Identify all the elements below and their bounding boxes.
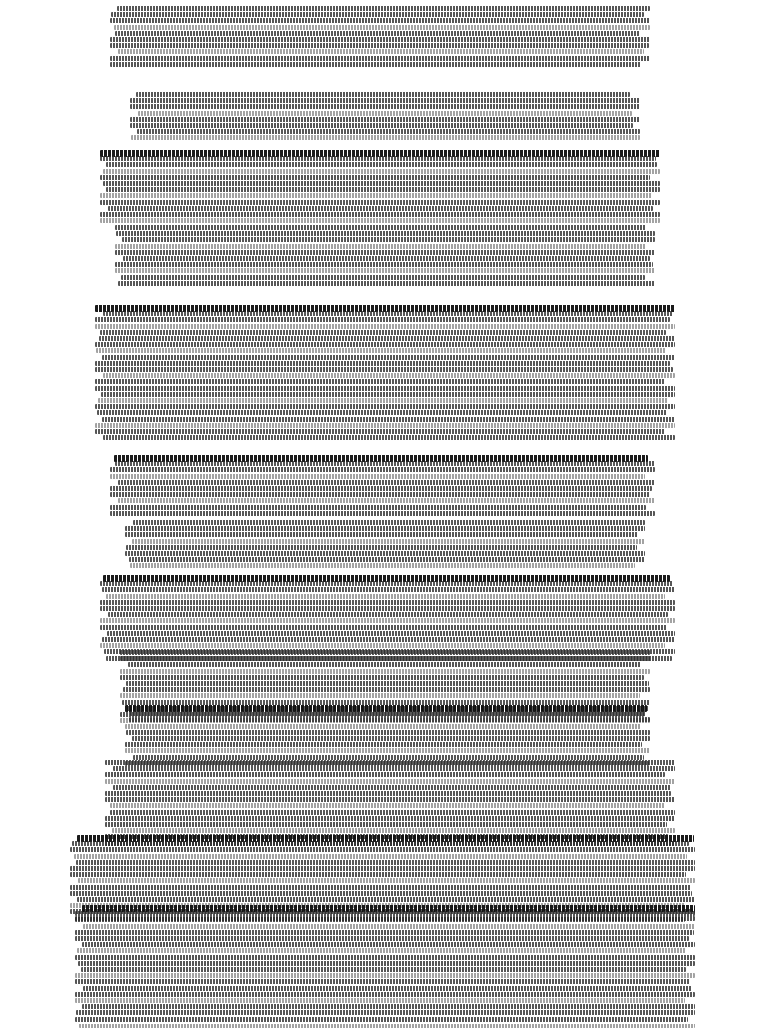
body-text-line xyxy=(110,505,646,510)
body-text-line xyxy=(115,31,640,36)
body-text-line xyxy=(110,492,650,497)
body-text-line xyxy=(110,810,675,815)
body-text-line xyxy=(115,262,653,267)
body-text-line xyxy=(75,979,690,984)
body-text-line xyxy=(75,1017,688,1022)
body-text-line xyxy=(100,643,665,648)
body-text-line xyxy=(95,429,665,434)
body-text-line xyxy=(77,897,695,902)
body-text-line xyxy=(108,612,668,617)
body-text-line xyxy=(100,193,652,198)
body-text-line xyxy=(118,498,655,503)
body-text-line xyxy=(126,545,637,550)
body-text-line xyxy=(125,742,642,747)
body-text-line xyxy=(115,268,655,273)
body-text-line xyxy=(132,539,645,544)
body-text-line xyxy=(75,955,695,960)
body-text-line xyxy=(103,435,675,440)
body-text-line xyxy=(95,423,675,428)
body-text-line xyxy=(120,693,640,698)
body-text-line xyxy=(70,866,695,871)
body-text-line xyxy=(130,117,640,122)
body-text-line xyxy=(100,625,667,630)
body-text-line xyxy=(101,392,675,397)
body-text-line xyxy=(110,62,641,67)
body-text-line xyxy=(95,342,675,347)
page-text xyxy=(0,0,1,1)
body-text-line xyxy=(96,348,666,353)
body-text-line xyxy=(75,998,685,1003)
body-text-line xyxy=(125,526,645,531)
body-text-line xyxy=(100,606,675,611)
body-text-line xyxy=(115,244,646,249)
body-text-line xyxy=(136,92,630,97)
body-text-line xyxy=(132,736,650,741)
body-text-line xyxy=(110,511,655,516)
body-text-line xyxy=(131,135,640,140)
body-text-line xyxy=(118,281,655,286)
body-text-line xyxy=(110,43,649,48)
body-text-line xyxy=(110,56,650,61)
body-text-line xyxy=(106,594,665,599)
text-block xyxy=(110,6,650,70)
body-text-line xyxy=(110,474,645,479)
body-text-line xyxy=(102,587,675,592)
body-text-line xyxy=(98,398,668,403)
body-text-line xyxy=(75,930,694,935)
body-text-line xyxy=(106,187,660,192)
body-text-line xyxy=(137,129,640,134)
body-text-line xyxy=(133,755,644,760)
body-text-line xyxy=(100,212,660,217)
body-text-line xyxy=(70,872,686,877)
body-text-line xyxy=(122,700,650,705)
body-text-line xyxy=(125,551,645,556)
body-text-line xyxy=(100,200,660,205)
body-text-line xyxy=(128,662,641,667)
body-text-line xyxy=(100,618,675,623)
body-text-line xyxy=(110,467,655,472)
text-block xyxy=(75,905,695,1031)
body-text-line xyxy=(95,324,675,329)
text-block xyxy=(115,225,655,289)
body-text-line xyxy=(111,12,644,17)
body-text-line xyxy=(95,379,665,384)
body-text-line xyxy=(112,828,675,833)
body-text-line xyxy=(97,410,667,415)
body-text-line xyxy=(105,822,667,827)
body-text-line xyxy=(70,891,692,896)
body-text-line xyxy=(126,730,650,735)
body-text-line xyxy=(95,367,673,372)
body-text-line xyxy=(106,162,657,167)
body-text-line xyxy=(70,885,691,890)
body-text-line xyxy=(81,967,686,972)
body-text-line xyxy=(95,404,675,409)
body-text-line xyxy=(110,37,650,42)
body-text-line xyxy=(102,417,675,422)
body-text-line xyxy=(100,175,650,180)
body-text-line xyxy=(102,637,675,642)
body-text-line xyxy=(110,486,652,491)
body-text-line xyxy=(130,123,633,128)
body-text-line xyxy=(103,169,660,174)
body-text-line xyxy=(99,336,675,341)
body-text-line xyxy=(118,480,655,485)
text-block xyxy=(100,150,660,227)
body-text-line xyxy=(114,25,650,30)
body-text-line xyxy=(120,650,650,655)
body-text-line xyxy=(78,961,695,966)
body-text-line xyxy=(95,386,675,391)
text-block xyxy=(125,520,645,572)
body-text-line xyxy=(82,942,695,947)
body-text-line xyxy=(76,860,695,865)
body-text-line xyxy=(75,936,689,941)
body-text-line xyxy=(103,181,660,186)
body-text-line xyxy=(122,237,655,242)
body-text-line xyxy=(123,256,650,261)
body-text-line xyxy=(110,18,650,23)
body-text-line xyxy=(125,748,650,753)
body-text-line xyxy=(130,563,635,568)
body-text-line xyxy=(130,711,646,716)
body-text-line xyxy=(130,98,640,103)
body-text-line xyxy=(125,532,638,537)
body-text-line xyxy=(72,841,689,846)
body-text-line xyxy=(100,156,656,161)
body-text-line xyxy=(125,724,641,729)
body-text-line xyxy=(105,816,675,821)
body-text-line xyxy=(95,317,670,322)
body-text-line xyxy=(120,669,650,674)
body-text-line xyxy=(133,520,645,525)
body-text-line xyxy=(110,803,666,808)
body-text-line xyxy=(115,225,646,230)
body-text-line xyxy=(129,557,645,562)
body-text-line xyxy=(123,687,650,692)
body-text-line xyxy=(82,1004,695,1009)
body-text-line xyxy=(121,275,645,280)
body-text-line xyxy=(103,373,675,378)
body-text-line xyxy=(105,791,671,796)
body-text-line xyxy=(78,878,695,883)
body-text-line xyxy=(108,206,653,211)
body-text-line xyxy=(76,1010,695,1015)
body-text-line xyxy=(105,760,675,765)
body-text-line xyxy=(115,461,655,466)
body-text-line xyxy=(75,992,695,997)
body-text-line xyxy=(115,250,655,255)
body-text-line xyxy=(95,361,670,366)
body-text-line xyxy=(113,785,672,790)
body-text-line xyxy=(83,986,692,991)
body-text-line xyxy=(107,631,675,636)
body-text-line xyxy=(116,231,655,236)
body-text-line xyxy=(105,772,665,777)
text-block xyxy=(95,305,675,444)
body-text-line xyxy=(130,104,640,109)
body-text-line xyxy=(126,681,649,686)
body-text-line xyxy=(74,854,687,859)
body-text-line xyxy=(105,779,675,784)
body-text-line xyxy=(129,717,650,722)
body-text-line xyxy=(105,797,675,802)
body-text-line xyxy=(120,656,650,661)
body-text-line xyxy=(70,847,695,852)
body-text-line xyxy=(138,111,632,116)
body-text-line xyxy=(113,766,675,771)
body-text-line xyxy=(75,973,695,978)
body-text-line xyxy=(103,311,673,316)
body-text-line xyxy=(100,581,673,586)
body-text-line xyxy=(118,49,645,54)
body-text-line xyxy=(102,355,675,360)
body-text-line xyxy=(77,948,687,953)
body-text-line xyxy=(83,924,695,929)
body-text-line xyxy=(100,330,666,335)
text-block xyxy=(110,455,655,519)
body-text-line xyxy=(100,218,660,223)
body-text-line xyxy=(75,911,695,916)
body-text-line xyxy=(120,675,644,680)
text-block xyxy=(130,92,640,144)
body-text-line xyxy=(100,600,675,605)
body-text-line xyxy=(75,917,685,922)
body-text-line xyxy=(117,6,650,11)
